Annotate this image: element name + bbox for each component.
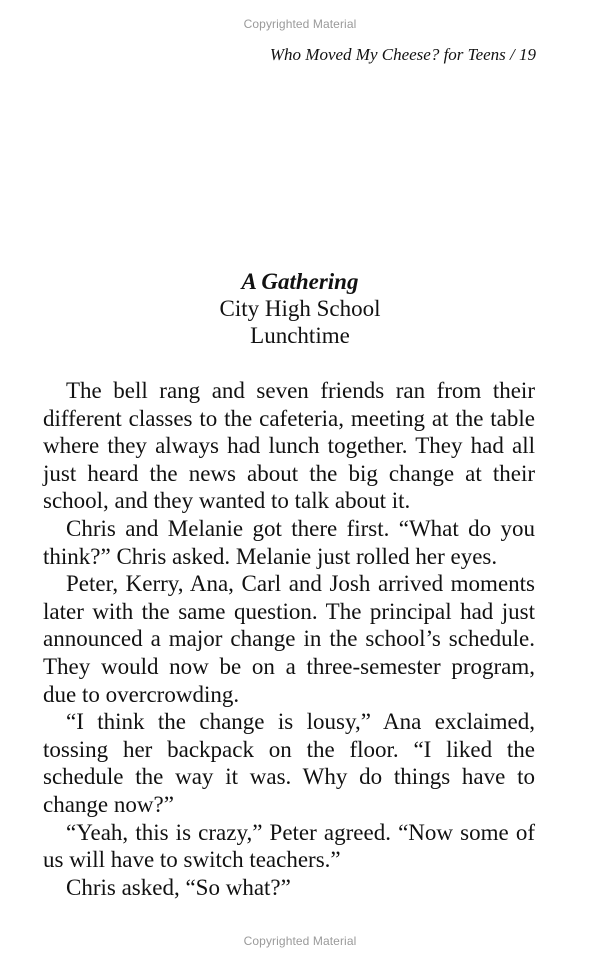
copyright-watermark-top: Copyrighted Material <box>243 17 357 31</box>
body-text <box>43 377 535 901</box>
chapter-heading <box>0 268 600 349</box>
chapter-title: A Gathering <box>241 269 359 294</box>
paragraph: Chris asked, “So what?” <box>66 874 291 900</box>
paragraph: Peter, Kerry, Ana, Carl and Josh arrived moments later with the same question. The principal had just announced a major change in the school’s schedule. They would now be on a three-semester program, due to overcrowding. <box>43 571 535 707</box>
chapter-location: City High School <box>219 296 381 321</box>
chapter-time: Lunchtime <box>250 323 350 348</box>
paragraph: “Yeah, this is crazy,” Peter agreed. “Now some of us will have to switch teachers.” <box>43 819 535 873</box>
paragraph: The bell rang and seven friends ran from their different classes to the cafeteria, meeting at the table where they always had lunch together. They had all just heard the news about the big change at their school, and they wanted to talk about it. <box>43 378 535 514</box>
paragraph: “I think the change is lousy,” Ana exclaimed, tossing her backpack on the floor. “I liked the schedule the way it was. Why do things have to change now?” <box>43 709 535 817</box>
copyright-watermark-bottom: Copyrighted Material <box>243 934 357 948</box>
paragraph: Chris and Melanie got there first. “What do you think?” Chris asked. Melanie just rolled her eyes. <box>43 515 535 569</box>
running-head: Who Moved My Cheese? for Teens / 19 <box>269 45 536 64</box>
